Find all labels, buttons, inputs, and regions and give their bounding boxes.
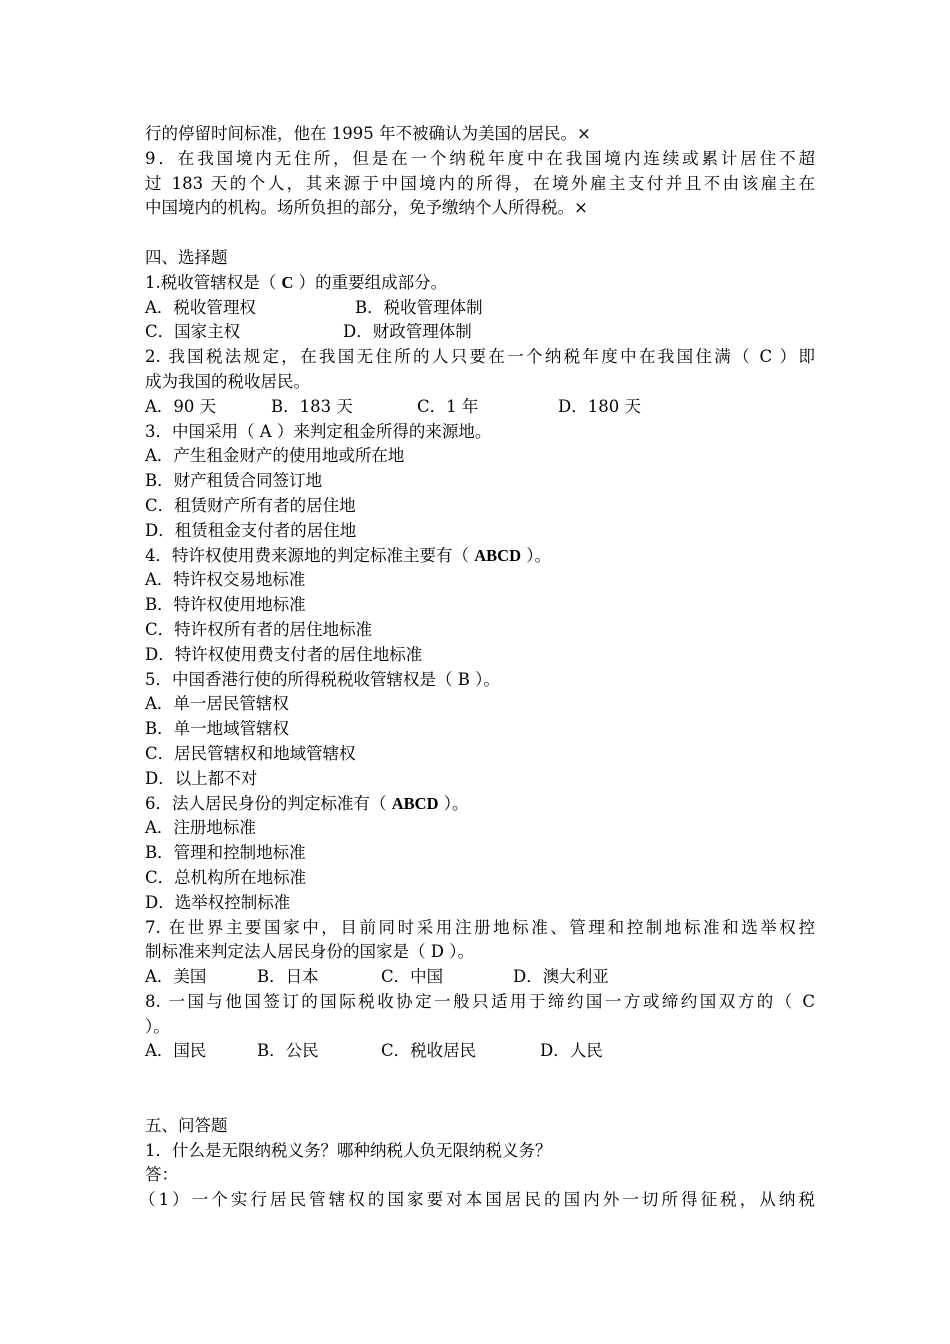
option-d: D．特许权使用费支付者的居住地标准: [145, 644, 423, 664]
option-b: B．财产租赁合同签订地: [145, 471, 323, 491]
question-6-answer: ABCD: [391, 793, 439, 813]
option-c: C．国家主权: [145, 322, 241, 342]
option-a: A．注册地标准: [145, 818, 256, 838]
question-9-line-1: 9．在我国境内无住所，但是在一个纳税年度中在我国境内连续或累计居住不超: [145, 148, 815, 168]
option-a: A．单一居民管辖权: [145, 694, 289, 714]
option-d: D．180 天: [558, 396, 641, 416]
option-c: C．1 年: [417, 396, 479, 416]
question-1-options-row-1: [145, 296, 815, 321]
question-1-stem: [145, 271, 815, 296]
question-1-stem: 1．什么是无限纳税义务？哪种纳税人负无限纳税义务？: [145, 1140, 552, 1160]
option-d: D．以上都不对: [145, 768, 258, 788]
option-d: D．选举权控制标准: [145, 892, 291, 912]
question-6-stem: [145, 792, 815, 817]
option-a: A．特许权交易地标准: [145, 570, 306, 590]
option-c: C．居民管辖权和地域管辖权: [145, 743, 356, 763]
option-b: B．管理和控制地标准: [145, 843, 306, 863]
question-8-options: [145, 1039, 815, 1064]
option-c: C．租赁财产所有者的居住地: [145, 495, 356, 515]
question-2-line-1: 2. 我国税法规定，在我国无住所的人只要在一个纳税年度中在我国住满（ C ）即: [145, 347, 815, 367]
option-d: D．财政管理体制: [343, 322, 472, 342]
spacer: [145, 221, 815, 246]
option-a: A．美国: [145, 967, 207, 987]
question-6-post: ）。: [438, 793, 469, 813]
text-line: 行的停留时间标准，他在 1995 年不被确认为美国的居民。×: [145, 124, 591, 143]
question-4-answer: ABCD: [474, 545, 522, 565]
question-4-post: ）。: [521, 545, 552, 565]
question-7-line-1: 7. 在世界主要国家中，目前同时采用注册地标准、管理和控制地标准和选举权控: [145, 917, 815, 937]
question-1-answer: C: [281, 272, 294, 292]
option-a: A．产生租金财产的使用地或所在地: [145, 446, 405, 466]
answer-line-1: （1）一个实行居民管辖权的国家要对本国居民的国内外一切所得征税，从纳税: [139, 1190, 815, 1210]
question-2-options: [145, 395, 815, 420]
question-1-pre: 1.税收管辖权是（: [145, 272, 282, 292]
option-b: B．税收管理体制: [355, 297, 483, 317]
option-b: B．183 天: [271, 396, 353, 416]
option-a: A．税收管理权: [145, 297, 256, 317]
question-6-pre: 6．法人居民身份的判定标准有（: [145, 793, 392, 813]
option-d: D．澳大利亚: [513, 967, 609, 987]
option-b: B．单一地域管辖权: [145, 719, 290, 739]
question-8-line-2: ）。: [145, 1016, 170, 1036]
section-4-title: 四、选择题: [145, 247, 228, 267]
question-3-stem: 3．中国采用（ A ）来判定租金所得的来源地。: [145, 421, 492, 441]
option-a: A．90 天: [145, 396, 217, 416]
option-d: D．租赁租金支付者的居住地: [145, 520, 357, 540]
question-4-stem: [145, 544, 815, 569]
option-c: C．中国: [381, 967, 444, 987]
option-d: D．人民: [540, 1041, 603, 1061]
question-1-post: ）的重要组成部分。: [293, 272, 448, 292]
option-a: A．国民: [145, 1041, 207, 1061]
spacer: [145, 1064, 815, 1114]
question-4-pre: 4．特许权使用费来源地的判定标准主要有（: [145, 545, 475, 565]
option-b: B．日本: [257, 967, 319, 987]
question-7-line-2: 制标准来判定法人居民身份的国家是（ D ）。: [145, 942, 474, 962]
document-body: [139, 122, 815, 1213]
question-7-options: [145, 965, 815, 990]
answer-label: 答：: [145, 1165, 178, 1185]
option-c: C．总机构所在地标准: [145, 867, 307, 887]
option-b: B．特许权使用地标准: [145, 595, 306, 615]
option-c: C．特许权所有者的居住地标准: [145, 619, 373, 639]
question-1-options-row-2: [145, 320, 815, 345]
section-5-title: 五、问答题: [145, 1115, 228, 1135]
question-9-line-2: 过 183 天的个人，其来源于中国境内的所得，在境外雇主支付并且不由该雇主在: [145, 173, 815, 193]
question-8-line-1: 8. 一国与他国签订的国际税收协定一般只适用于缔约国一方或缔约国双方的（ C: [145, 991, 815, 1011]
question-5-stem: 5．中国香港行使的所得税税收管辖权是（ B ）。: [145, 669, 500, 689]
question-9-line-3: 中国境内的机构。场所负担的部分，免予缴纳个人所得税。×: [145, 198, 588, 218]
option-b: B．公民: [257, 1041, 319, 1061]
question-2-line-2: 成为我国的税收居民。: [145, 371, 310, 391]
option-c: C．税收居民: [381, 1041, 477, 1061]
